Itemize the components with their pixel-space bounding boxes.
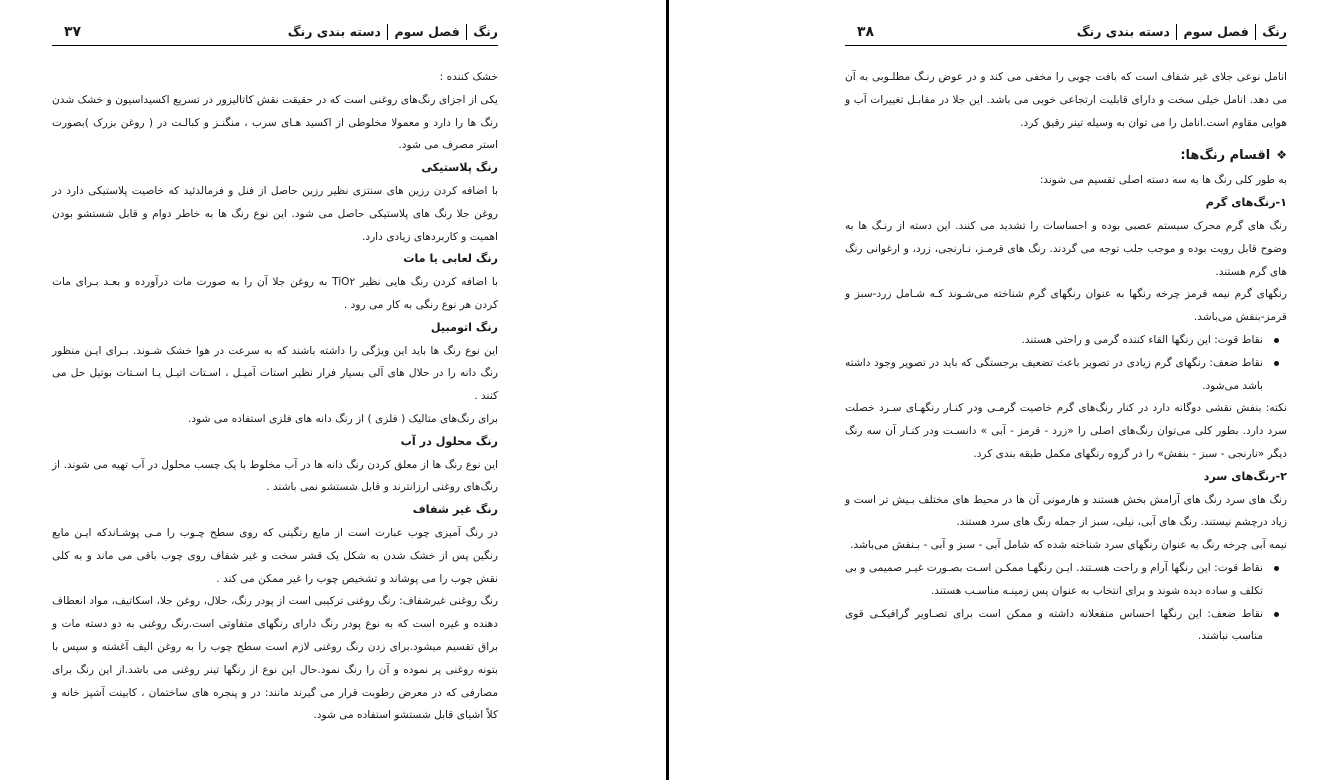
list-item-cool-weakness: نقاط ضعف: این رنگها احساس منفعلانه داشته و ممکن است برای تصـاویر گرافیکـی قوی مناسب نباشند.: [845, 603, 1263, 649]
page-37: [52, 0, 498, 780]
paragraph-warm-half: رنگهای گرم نیمه قرمز چرخه رنگها به عنوان رنگهای گرم شناخته می‌شـوند کـه شـامل زرد-سبز و قرمز-بنفش می‌باشد.: [845, 288, 1287, 324]
page-number: ۳۸: [857, 24, 875, 40]
list-item-warm-strength: نقاط قوت: این رنگها القاء کننده گرمی و راحتی هستند.: [845, 329, 1263, 352]
paragraph-enamel: انامل نوعی جلای غیر شفاف است که بافت چوبی را مخفی می کند و در عوض رنـگ مطلـوبی به آن می دهد. انامل خیلی سخت و دارای قابلیت ارتجاعی خوبی می باشد. این جلا در مقابـل تغییرات آب و هوایی مقاوم است.انامل را می توان به وسیله تینر رقیق کرد.: [845, 71, 1287, 129]
header-separator: [1255, 24, 1257, 40]
paragraph-matte: با اضافه کردن رنگ هایی نظیر TiO۲ به روغن جلا آن را به صورت مات درآورده و بعـد بـرای مات کردن هر نوع رنگی به کار می رود .: [52, 276, 499, 311]
paragraph-warm: رنگ های گرم محرک سیستم عصبی بوده و احساسات را تشدید می کنند. این دسته از رنـگ ها به وضوح قابل رویت بوده و موجب جلب توجه می گردند. رنگ های قرمـز، نـارنجی، زرد، و ارغوانی رنگ های گرم هستند.: [845, 219, 1287, 278]
header-separator: [1176, 24, 1178, 40]
paragraph-opaque: در رنگ آمیزی چوب عبارت است از مایع رنگینی که روی سطح چـوب را مـی پوشـاندکه ایـن مایع رنگین پس از خشک شدن به شکل یک قشر سخت و غیر شفاف روی چوب باقی می ماند و به کلی نقش چوب را می پوشاند و تشخیص چوب را غیر ممکن می کند .: [52, 526, 498, 585]
warm-bullet-list: [845, 329, 1287, 397]
list-item-cool-strength: نقاط قوت: این رنگها آرام و راحت هسـتند. ایـن رنگهـا ممکـن اسـت بصـورت غیـر صمیمی و بی تکلف و ساده دیده شوند و برای انتخاب به عنوان پس زمینـه مناسـب هستند.: [845, 557, 1263, 603]
paragraph-cool: رنگ های سرد رنگ های آرامش بخش هستند و هارمونی آن ها در محیط های مختلف بـیش تر است و زیاد درچشم نیستند. رنگ های آبی، نیلی، سبز از جمله رنگ های سرد هستند.: [845, 493, 1287, 529]
paragraph-label: خشک کننده :: [439, 71, 498, 83]
header-part-section: دسته بندی رنگ: [287, 23, 381, 39]
header-part-book: رنگ: [1262, 23, 1287, 39]
cool-bullet-list: [845, 557, 1287, 648]
spine-divider: [666, 0, 669, 780]
running-header: [845, 19, 1287, 46]
running-header: [52, 19, 498, 46]
page-body: [52, 66, 498, 727]
page-number: ۳۷: [64, 24, 82, 40]
header-part-book: رنگ: [473, 23, 498, 39]
paragraph-note: نکته: بنفش نقشی دوگانه دارد در کنار رنگ‌های گرم خاصیت گرمـی ودر کنـار رنگهـای سـرد خصلت سرد دارد. بطور کلی می‌توان رنگ‌های اصلی را «زرد - قرمز - آبی » دانسـت ودر کنـار آن سه رنگ دیگر «نارنجی - سبز - بنفش» را در گروه رنگهای مکمل طبقه بندی کرد.: [845, 402, 1287, 460]
paragraph-opaque-oil: رنگ روغنی غیرشفاف: رنگ روغنی ترکیبی است از پودر رنگ، حلال، روغن جلا، اسکاتیف، مواد انعطاف دهنده و غیره است که به نوع پودر رنگ دارای رنگهای متفاوتی است.رنگ روغنی به دو دسته مات و براق تقسیم میشود.برای زدن رنگ روغنی لازم است سطح چوب را به روغن الیف آغشته و سپس با بتونه روغنی پر نموده و آن را رنگ نمود.حال این نوع از رنگها تینر روغنی می باشد.از این رنگ برای مصارفی که در معرض رطوبت قرار می گیرند مانند: در و پنجره های ساختمان ، کابینت آشپز خانه و کلاً اشیای قابل شستشو استفاده می شود.: [52, 595, 498, 722]
heading-cool-colors: ۲-رنگ‌های سرد: [1203, 469, 1287, 483]
header-separator: [387, 24, 389, 40]
header-part-chapter: فصل سوم: [394, 23, 460, 39]
header-title: [1077, 24, 1287, 41]
heading-plastic-paint: رنگ پلاستیکی: [421, 161, 498, 175]
paragraph-cool-half: نیمه آبی چرخه رنگ به عنوان رنگهای سرد شناخته شده که شامل آبی - سبز و آبی - بـنفش می‌باشد.: [850, 539, 1287, 552]
heading-water-paint: رنگ محلول در آب: [400, 434, 498, 448]
paragraph-plastic: با اضافه کردن رزین های سنتزی نظیر رزین حاصل از فنل و فرمالدئید که خاصیت پلاستیکی دارد در روغن جلا رنگ های پلاستیکی حاصل می شود. این نوع رنگ ها به خاطر دوام و قابل شستشو بودن اهمیت و کاربردهای زیادی دارد.: [52, 184, 498, 243]
heading-opaque-paint: رنگ غیر شفاف: [412, 503, 498, 517]
paragraph-drier: یکی از اجزای رنگ‌های روغنی است که در حقیقت نقش کاتالیزور در تسریع اکسیداسیون و خشک شدن رنگ ها را دارد و معمولا مخلوطی از اکسید هـای سرب ، منگنـز و کبالـت در ( روغن بزرک )بصورت استر مصرف می شود.: [52, 93, 498, 152]
header-separator: [466, 24, 468, 40]
heading-paint-types-text: اقسام رنگ‌ها:: [1180, 148, 1271, 164]
heading-auto-paint: رنگ اتومبیل: [430, 320, 498, 334]
paragraph-auto: این نوع رنگ ها باید این ویژگی را داشته باشند که به سرعت در هوا خشک شـوند. بـرای ایـن منظور رنگ دانه را در حلال های آلی بسیار فرار نظیر استات آمیـل ، اسـتات اتیـل یـا اسـتات بوتیل حل می کنند .: [52, 344, 498, 403]
paragraph-types: به طور کلی رنگ ها به سه دسته اصلی تقسیم می شوند:: [1039, 174, 1287, 187]
header-part-chapter: فصل سوم: [1183, 23, 1249, 39]
diamond-bullet-icon: ❖: [1276, 148, 1287, 163]
paragraph-water: این نوع رنگ ها از معلق کردن رنگ دانه ها در آب مخلوط با یک چسب محلول در آب تهیه می شوند. از رنگ‌های روغنی ارزانترند و قابل شستشو نمی باشند .: [52, 458, 498, 494]
page-body: [845, 66, 1287, 648]
heading-warm-colors: ۱-رنگ‌های گرم: [1205, 196, 1287, 210]
header-part-section: دسته بندی رنگ: [1076, 23, 1170, 39]
heading-paint-types: [845, 142, 1287, 169]
heading-matte-paint: رنگ لعابی یا مات: [403, 252, 498, 266]
paragraph-metallic: برای رنگ‌های متالیک ( فلزی ) از رنگ دانه های فلزی استفاده می شود.: [188, 412, 498, 425]
header-title: [288, 24, 498, 41]
page-38: [845, 0, 1287, 780]
list-item-warm-weakness: نقاط ضعف: رنگهای گرم زیادی در تصویر باعث تضعیف برجستگی که باید در تصویر وجود داشته باشد می‌شود.: [845, 352, 1263, 398]
